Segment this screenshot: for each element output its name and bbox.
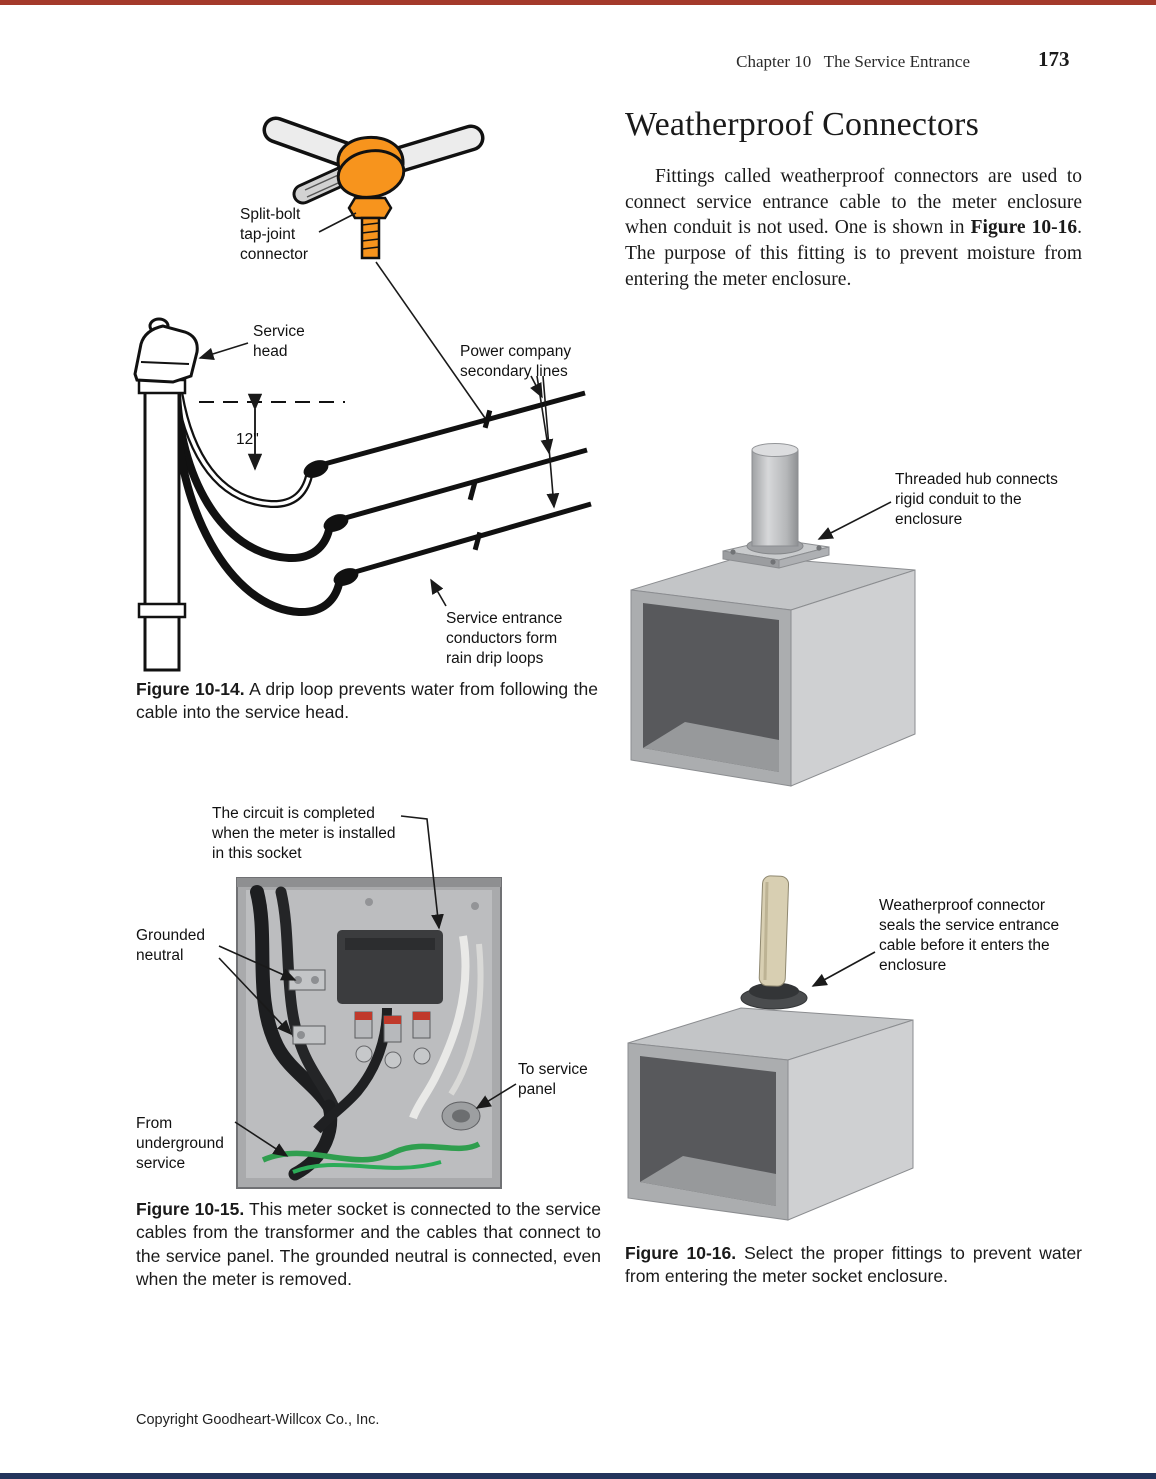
label-power-company-lines: Power company secondary lines bbox=[460, 343, 572, 381]
figure-10-16-top bbox=[623, 438, 1091, 798]
meter-enclosure-box bbox=[631, 556, 915, 786]
scan-artifact-top bbox=[0, 0, 1156, 5]
label-grounded-neutral: Grounded neutral bbox=[136, 927, 205, 965]
figure-10-16-caption bbox=[625, 1242, 1082, 1289]
leader-line bbox=[813, 952, 875, 986]
paragraph-figure-ref: Figure 10-16 bbox=[970, 217, 1078, 239]
label-dimension-12in: 12" bbox=[236, 431, 259, 448]
meter-enclosure-box bbox=[628, 1008, 913, 1220]
figure-10-14 bbox=[133, 112, 605, 678]
service-mast bbox=[139, 370, 185, 670]
figure-10-15-caption bbox=[136, 1198, 601, 1292]
label-split-bolt-connector: Split-bolt tap-joint connector bbox=[240, 206, 309, 264]
lug bbox=[356, 1046, 372, 1062]
drip-loop-conductors bbox=[177, 378, 361, 612]
scan-artifact-bottom bbox=[0, 1473, 1156, 1479]
drip-loop-illustration bbox=[133, 112, 605, 678]
page-number: 173 bbox=[1038, 47, 1070, 71]
power-secondary-lines bbox=[317, 393, 591, 574]
leader-line bbox=[819, 502, 891, 539]
figure-10-15-caption-lead: Figure 10-15. bbox=[136, 1199, 245, 1219]
weatherproof-connector bbox=[741, 876, 807, 1009]
label-drip-loops: Service entrance conductors form rain drip loops bbox=[446, 610, 563, 668]
lug bbox=[414, 1048, 430, 1064]
article-title: Weatherproof Connectors bbox=[625, 106, 980, 143]
figure-10-16-caption-lead: Figure 10-16. bbox=[625, 1243, 737, 1263]
article-paragraph bbox=[625, 164, 1082, 293]
figure-10-14-caption bbox=[136, 678, 598, 725]
lug bbox=[385, 1052, 401, 1068]
line-connector-clamp bbox=[473, 532, 482, 551]
label-threaded-hub: Threaded hub connects rigid conduit to the enclosure bbox=[895, 471, 1058, 529]
running-header: Chapter 10 The Service Entrance bbox=[736, 52, 970, 71]
figure-10-14-caption-lead: Figure 10-14. bbox=[136, 679, 245, 699]
label-from-underground: From underground service bbox=[136, 1115, 224, 1173]
label-service-head: Service head bbox=[253, 323, 305, 361]
paragraph-text: Fittings called weatherproof connectors are used to connect service entrance cable to the meter enclosure when conduit is not used. One is shown in bbox=[625, 166, 1082, 239]
paragraph-text-after: . The purpose of this fitting is to prevent moisture from entering the meter enclosure. bbox=[625, 217, 1082, 290]
figure-10-15 bbox=[135, 800, 610, 1200]
service-entrance-cable bbox=[759, 876, 789, 987]
label-to-service-panel: To service panel bbox=[518, 1061, 588, 1099]
service-head-drawing bbox=[135, 319, 197, 382]
copyright-notice: Copyright Goodheart-Willcox Co., Inc. bbox=[136, 1412, 380, 1428]
label-circuit-completed: The circuit is completed when the meter is installed in this socket bbox=[212, 805, 396, 863]
threaded-hub bbox=[723, 444, 829, 569]
figure-10-14-caption-text: A drip loop prevents water from following the cable into the service head. bbox=[136, 679, 598, 723]
figure-10-15-caption-text: This meter socket is connected to the service cables from the transformer and the cables that connect to the service panel. The grounded neutral is connected, even when the meter is removed. bbox=[136, 1199, 601, 1290]
meter-socket-photo bbox=[237, 878, 501, 1188]
figure-10-16-caption-text: Select the proper fittings to prevent water from entering the meter socket enclosure. bbox=[625, 1243, 1083, 1287]
label-weatherproof-connector: Weatherproof connector seals the service entrance cable before it enters the enclosure bbox=[879, 897, 1060, 975]
figure-10-16-bottom bbox=[623, 868, 1091, 1228]
